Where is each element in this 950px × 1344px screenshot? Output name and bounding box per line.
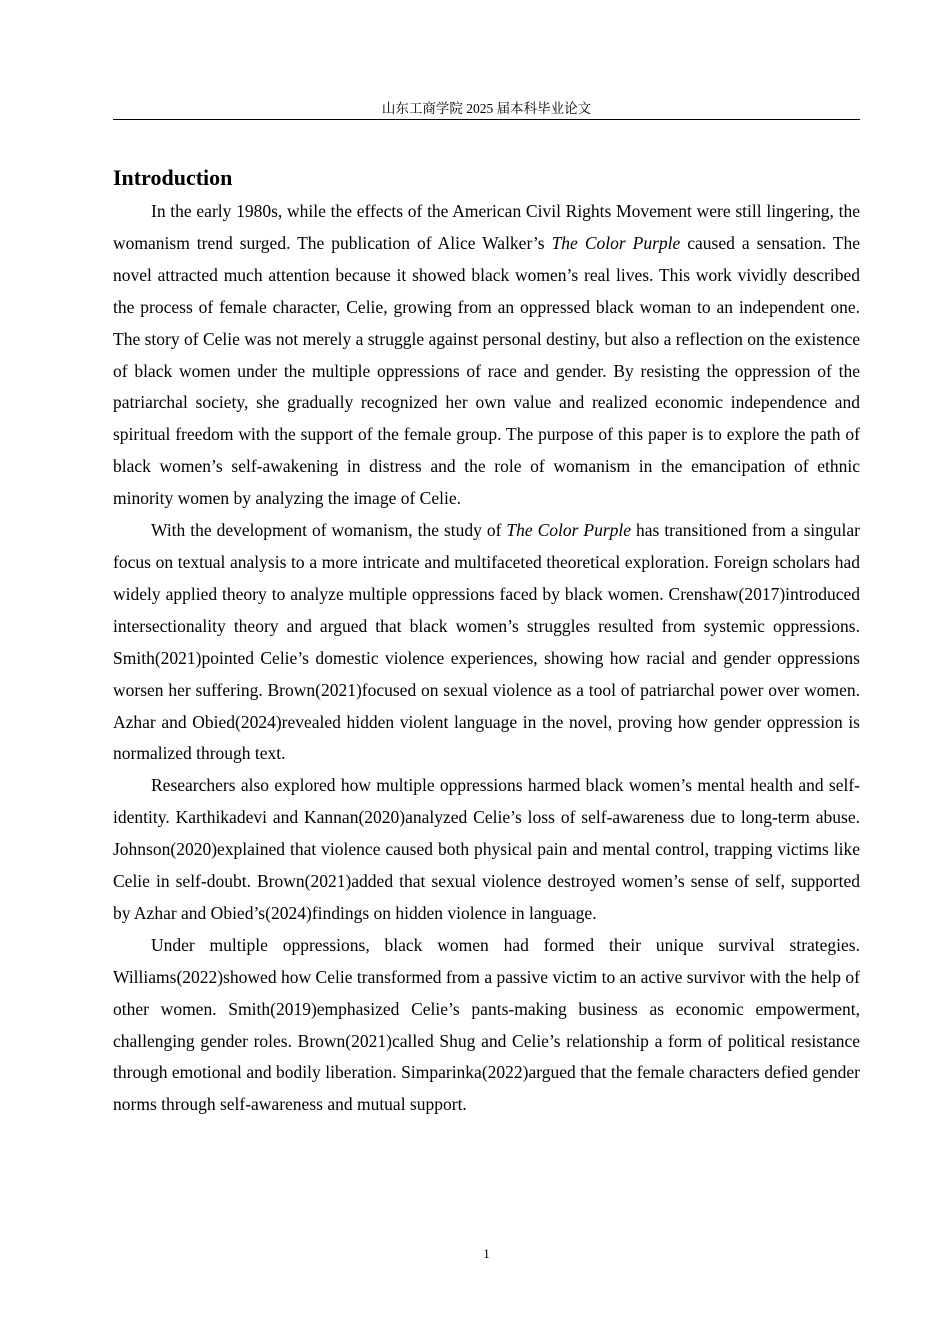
running-header: 山东工商学院 2025 届本科毕业论文 [381,101,592,116]
section-title: Introduction [113,165,233,190]
paragraph-2-text-end: has transitioned from a singular focus on textual analysis to a more intricate and multifaceted theoretical exploration. Foreign scholars had widely applied theory to analyze multiple oppressions faced by black women. Crenshaw(2017)introduced intersectionality theory and argued that black women’s struggles resulted from systemic oppressions. Smith(2021)pointed Celie’s domestic violence experiences, showing how racial and gender oppressions worsen her suffering. Brown(2021)focused on sexual violence as a tool of patriarchal power over women. Azhar and Obied(2024)revealed hidden violent language in the novel, proving how gender oppression is normalized through text. [113,520,860,764]
paragraph-1-text-start: In the early 1980s, while the effects of the American Civil Rights Movement were still lingering, the womanism trend surged. The publication of Alice Walker’s [113,201,860,253]
paragraph-2-text-start: With the development of womanism, the study of [151,520,507,541]
page-number: 1 [483,1246,490,1261]
paragraph-3: Researchers also explored how multiple oppressions harmed black women’s mental health and self-identity. Karthikadevi and Kannan(2020)analyzed Celie’s loss of self-awareness due to long-term abuse. Johnson(2020)explained that violence caused both physical pain and mental control, trapping victims like Celie in self-doubt. Brown(2021)added that sexual violence destroyed women’s sense of self, supported by Azhar and Obied’s(2024)findings on hidden violence in language. [113,775,860,923]
book-title: The Color Purple [551,232,681,253]
header-rule [113,119,860,120]
paragraph-4: Under multiple oppressions, black women had formed their unique survival strategies. Williams(2022)showed how Celie transformed from a passive victim to an active survivor with the help of other women. Smith(2019)emphasized Celie’s pants-making business as economic empowerment, challenging gender roles. Brown(2021)called Shug and Celie’s relationship a form of political resistance through emotional and bodily liberation. Simparinka(2022)argued that the female characters defied gender norms through self-awareness and mutual support. [113,934,860,1115]
book-title: The Color Purple [506,520,632,541]
paragraph-1-text-end: caused a sensation. The novel attracted much attention because it showed black women’s real lives. This work vividly described the process of female character, Celie, growing from an oppressed black woman to an independent one. The story of Celie was not merely a struggle against personal destiny, but also a reflection on the existence of black women under the multiple oppressions of race and gender. By resisting the oppression of the patriarchal society, she gradually recognized her own value and realized economic independence and spiritual freedom with the support of the female group. The purpose of this paper is to explore the path of black women’s self-awakening in distress and the role of womanism in the emancipation of ethnic minority women by analyzing the image of Celie. [113,232,860,509]
body-text [113,196,860,1121]
paragraph-2 [113,515,860,770]
paragraph-1 [113,196,860,515]
